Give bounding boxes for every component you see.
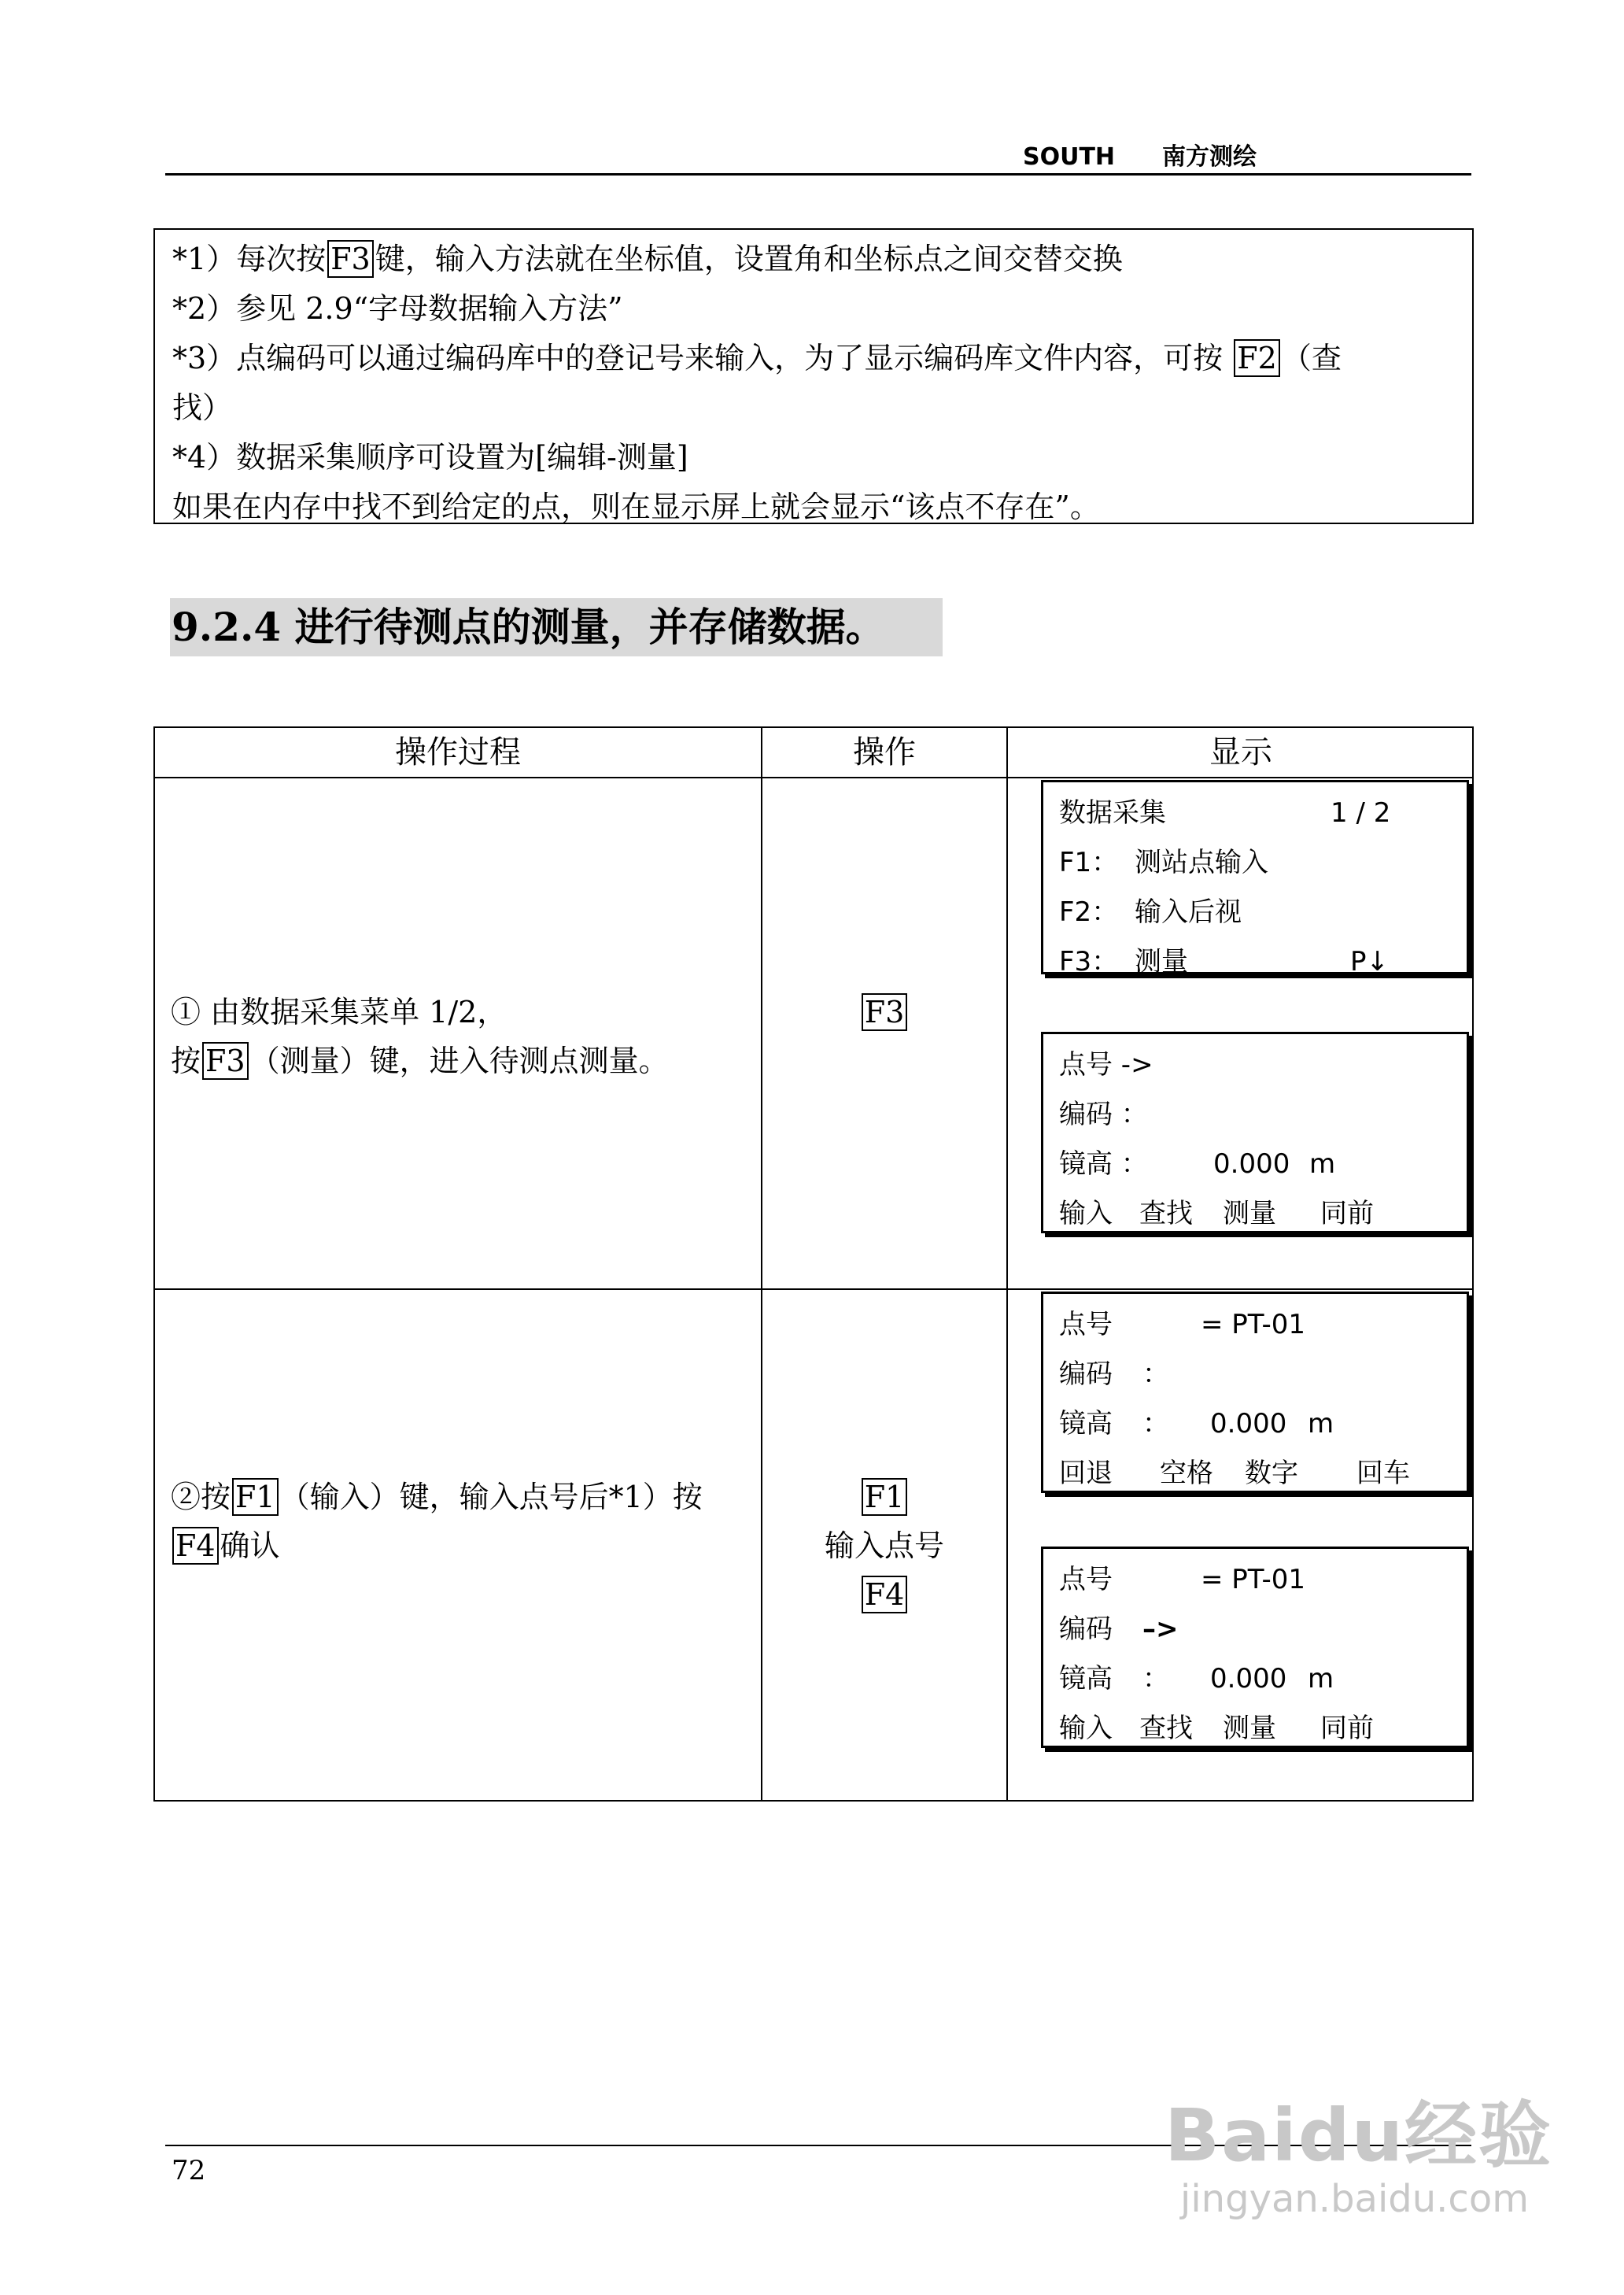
note-line: *3）点编码可以通过编码库中的登记号来输入，为了显示编码库文件内容，可按 F2 （查 bbox=[172, 341, 1342, 375]
lcd-measure-point: 点号 -> 编码 ： 镜高 ： 0.000 m 输入 查找 测量 同前 bbox=[1041, 1032, 1469, 1233]
key-f4: F4 bbox=[172, 1527, 219, 1565]
softkey: 测量 bbox=[1223, 1198, 1276, 1229]
brand-english: SOUTH bbox=[1023, 143, 1116, 171]
brand-chinese: 南方测绘 bbox=[1162, 143, 1257, 171]
table-divider bbox=[155, 1288, 1472, 1290]
key-f3: F3 bbox=[327, 240, 374, 278]
softkey: 测量 bbox=[1223, 1713, 1276, 1744]
softkey: 回退 bbox=[1059, 1458, 1113, 1489]
step1-text: ① 由数据采集菜单 1/2， 按 F3 （测量）键，进入待测点测量。 bbox=[171, 995, 669, 1078]
table-divider bbox=[155, 777, 1472, 778]
col-header-display: 显示 bbox=[1209, 734, 1272, 771]
lcd-data-collection-menu: 数据采集 1 / 2 F1： 测站点输入 F2： 输入后视 F3： 测量 P↓ bbox=[1041, 780, 1469, 974]
note-line: 找） bbox=[172, 390, 233, 425]
table-divider bbox=[1006, 728, 1008, 1800]
header-rule bbox=[165, 173, 1471, 176]
page-header-brand bbox=[1023, 137, 1257, 172]
lcd-input-point: 点号 = PT-01 编码 ： 镜高 ： 0.000 m 回退 空格 数字 回车 bbox=[1041, 1292, 1469, 1493]
key-f3: F3 bbox=[202, 1042, 249, 1080]
softkey: 输入 bbox=[1059, 1198, 1113, 1229]
note-line: *2）参见 2.9“字母数据输入方法” bbox=[172, 291, 623, 326]
softkey: 数字 bbox=[1245, 1458, 1298, 1489]
menu-item: 测站点输入 bbox=[1135, 847, 1268, 878]
softkey: 查找 bbox=[1139, 1713, 1193, 1744]
step2-text: ②按 F1 （输入）键，输入点号后*1）按 F4 确认 bbox=[171, 1480, 703, 1563]
key-f4: F4 bbox=[862, 1576, 908, 1613]
lcd-input-code: 点号 = PT-01 编码 –> 镜高 ： 0.000 m 输入 查找 测量 同前 bbox=[1041, 1547, 1469, 1748]
lcd-page: 1 / 2 bbox=[1331, 797, 1391, 829]
softkey: 查找 bbox=[1139, 1198, 1193, 1229]
note-line: 如果在内存中找不到给定的点，则在显示屏上就会显示“该点不存在”。 bbox=[172, 490, 1100, 524]
notes-box bbox=[153, 228, 1474, 524]
col-header-operation: 操作 bbox=[853, 734, 916, 771]
menu-item: 输入后视 bbox=[1135, 896, 1242, 928]
softkey: 输入 bbox=[1059, 1713, 1113, 1744]
table-divider bbox=[761, 728, 762, 1800]
step1-operation bbox=[762, 988, 1006, 1037]
softkey: 空格 bbox=[1160, 1458, 1213, 1489]
softkey: 回车 bbox=[1356, 1458, 1410, 1489]
col-header-process: 操作过程 bbox=[395, 734, 521, 771]
note-line: *1）每次按 F3 键，输入方法就在坐标值，设置角和坐标点之间交替交换 bbox=[172, 242, 1123, 276]
lcd-title: 数据采集 bbox=[1059, 797, 1166, 829]
watermark: Baidu经验 jingyan.baidu.com bbox=[1164, 2094, 1553, 2221]
menu-item: 测量 bbox=[1135, 946, 1188, 978]
section-title: 9.2.4 进行待测点的测量，并存储数据。 bbox=[170, 598, 943, 656]
page-down-indicator: P↓ bbox=[1350, 946, 1389, 978]
page-number: 72 bbox=[172, 2155, 206, 2186]
softkey: 同前 bbox=[1320, 1713, 1374, 1744]
key-f2: F2 bbox=[1234, 339, 1280, 377]
procedure-table bbox=[153, 726, 1474, 1802]
step2-operation: F1 输入点号 F4 bbox=[824, 1480, 944, 1612]
key-f1: F1 bbox=[862, 1478, 908, 1516]
note-line: *4）数据采集顺序可设置为[编辑-测量] bbox=[172, 440, 688, 475]
key-f1: F1 bbox=[232, 1478, 279, 1516]
key-f3: F3 bbox=[862, 993, 908, 1031]
softkey: 同前 bbox=[1320, 1198, 1374, 1229]
